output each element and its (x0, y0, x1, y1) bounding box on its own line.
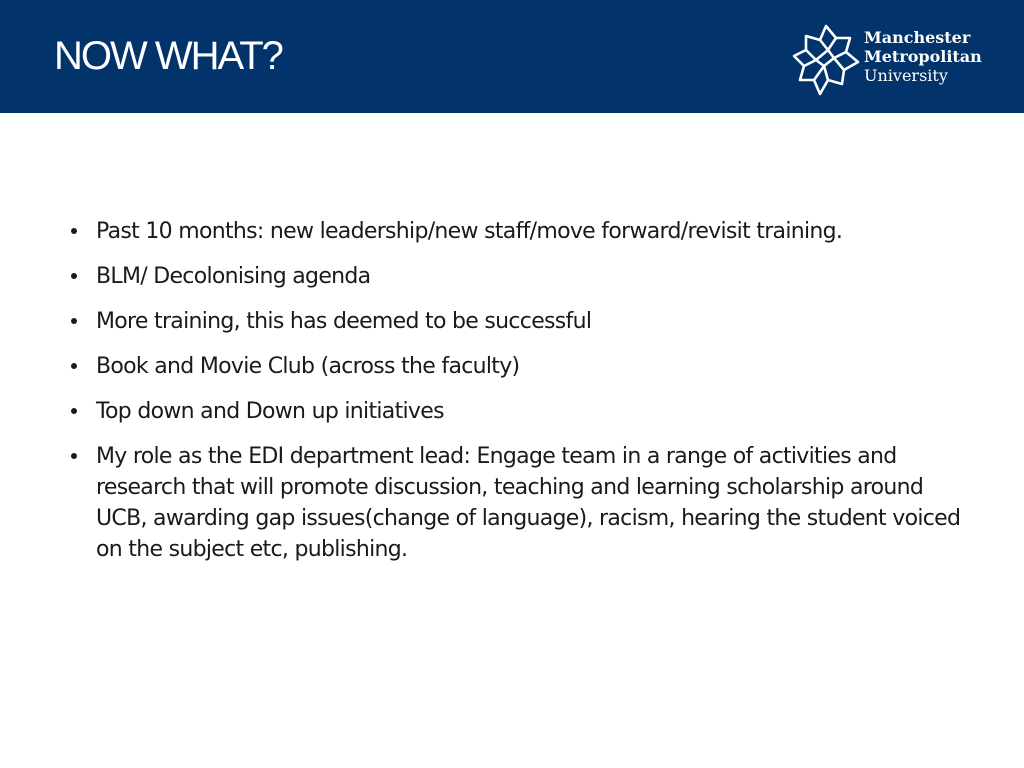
bullet-dot-icon (71, 363, 77, 369)
university-logo (790, 22, 1000, 98)
bullet-text: More training, this has deemed to be successful (96, 309, 592, 334)
bullet-item (66, 306, 966, 337)
slide-content (66, 216, 966, 579)
bullet-item (66, 441, 966, 565)
star-knot-logo-icon (790, 22, 862, 98)
logo-wordmark (864, 28, 982, 85)
slide-title: NOW WHAT? (54, 34, 282, 78)
bullet-dot-icon (71, 453, 77, 459)
bullet-dot-icon (71, 318, 77, 324)
bullet-item (66, 261, 966, 292)
bullet-item (66, 351, 966, 382)
bullet-dot-icon (71, 408, 77, 414)
logo-line-1: Manchester (864, 28, 971, 47)
bullet-item (66, 216, 966, 247)
logo-line-2: Metropolitan (864, 47, 982, 66)
bullet-text: Past 10 months: new leadership/new staff/move forward/revisit training. (96, 219, 843, 244)
bullet-text: Book and Movie Club (across the faculty) (96, 354, 520, 379)
logo-line-3: University (864, 66, 948, 85)
bullet-dot-icon (71, 228, 77, 234)
bullet-list (66, 216, 966, 565)
bullet-text: BLM/ Decolonising agenda (96, 264, 371, 289)
bullet-text: Top down and Down up initiatives (96, 399, 444, 424)
header-bar (0, 0, 1024, 113)
bullet-item (66, 396, 966, 427)
bullet-dot-icon (71, 273, 77, 279)
bullet-text: My role as the EDI department lead: Engage team in a range of activities and research that will promote discussion, teaching and learning scholarship around UCB, awarding gap issues(change of language), racism, hearing the student voiced on the subject etc, publishing. (96, 444, 961, 562)
